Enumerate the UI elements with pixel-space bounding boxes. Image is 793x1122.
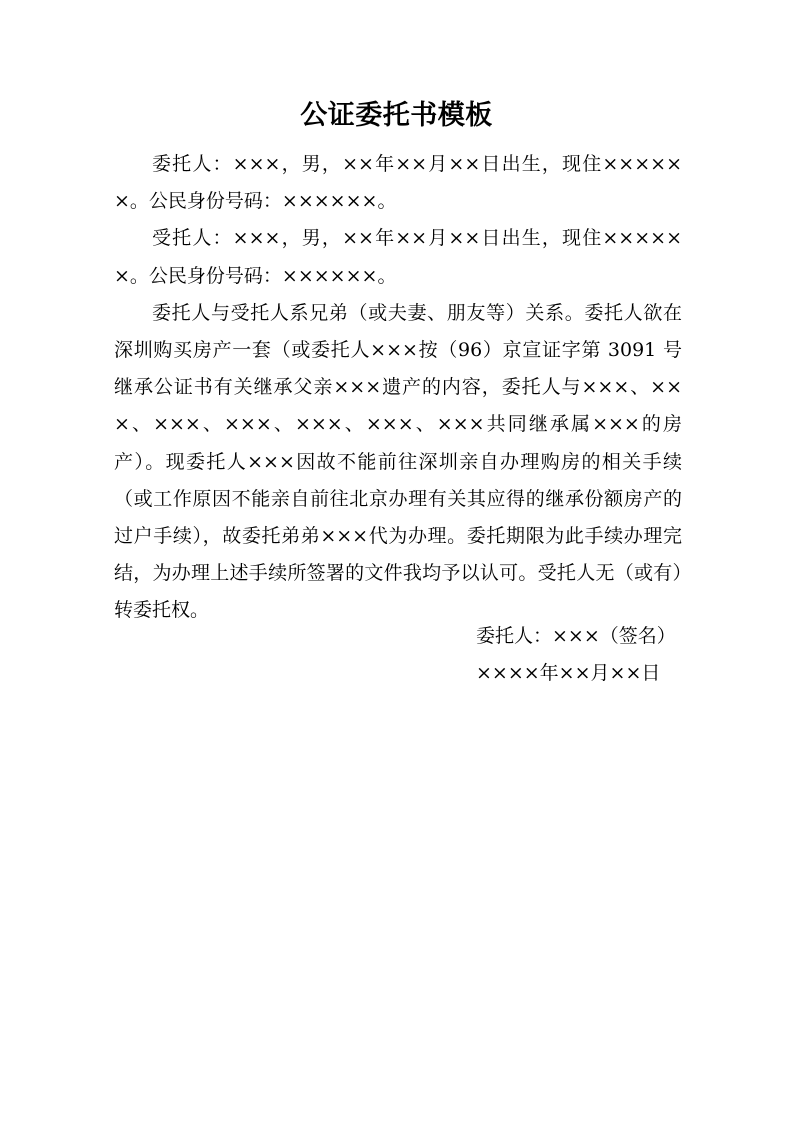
agent-paragraph: 受托人：×××，男，××年××月××日出生，现住××××××。公民身份号码：××××××。 bbox=[114, 227, 682, 287]
entrustment-paragraph: 委托人与受托人系兄弟（或夫妻、朋友等）关系。委托人欲在深圳购买房产一套（或委托人×××按（96）京宣证字第 3091 号继承公证书有关继承父亲×××遗产的内容，委托人与×××、×××、×××、×××、×××、×××、×××共同继承属×××的房产）。现委托人×××因故不能前往深圳亲自办理购房的相关手续（或工作原因不能亲自前往北京办理有关其应得的继承份额房产的过户手续），故委托弟弟×××代为办理。委托期限为此手续办理完结，为办理上述手续所签署的文件我均予以认可。受托人无（或有）转委托权。 bbox=[114, 301, 682, 622]
signature-date: ××××年××月××日 bbox=[476, 662, 661, 685]
signature-block bbox=[476, 618, 696, 692]
document-body bbox=[114, 146, 682, 630]
document-title: 公证委托书模板 bbox=[300, 100, 493, 131]
principal-paragraph: 委托人：×××，男，××年××月××日出生，现住××××××。公民身份号码：××××××。 bbox=[114, 153, 682, 213]
signature-line: 委托人：×××（签名） bbox=[476, 625, 676, 647]
